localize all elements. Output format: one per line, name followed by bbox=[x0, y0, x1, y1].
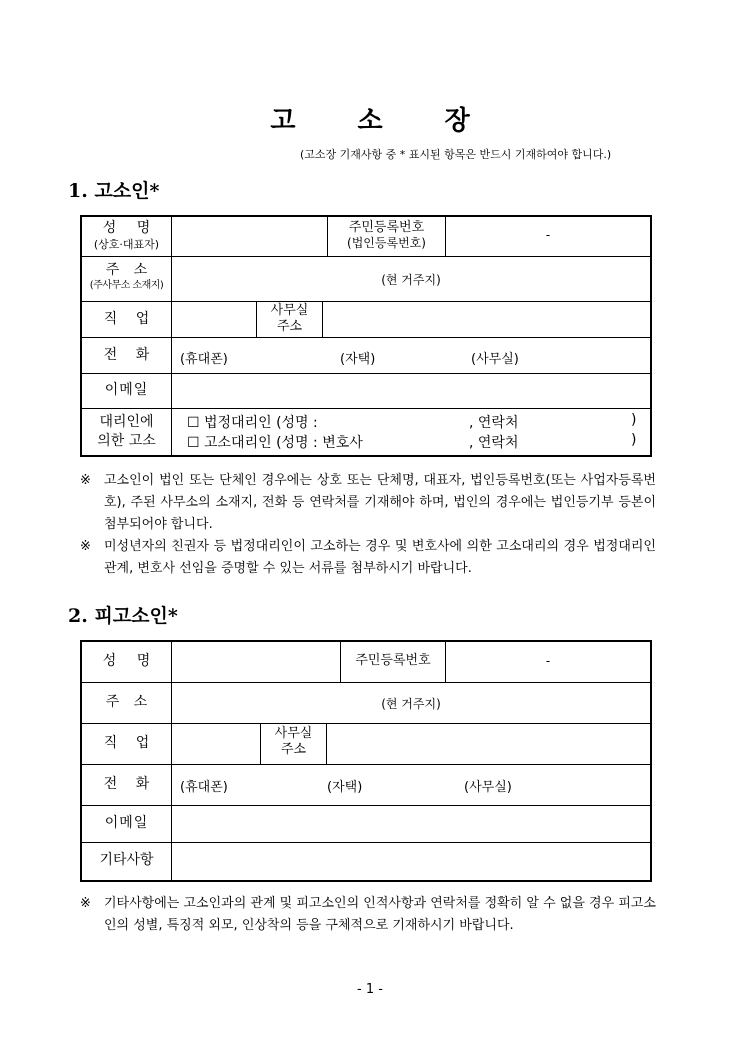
accused-form bbox=[80, 640, 652, 882]
document-title bbox=[0, 100, 740, 137]
job-field[interactable] bbox=[172, 301, 256, 337]
note-text: 미성년자의 친권자 등 법정대리인이 고소하는 경우 및 변호사에 의한 고소대리의 경우 법정대리인 관계, 변호사 선임을 증명할 수 있는 서류를 첨부하시기 바랍니다. bbox=[104, 539, 656, 576]
address-field[interactable]: (현 거주지) bbox=[381, 273, 441, 287]
phone-office-label[interactable]: (사무실) bbox=[471, 352, 519, 367]
agent-label-2: 의한 고소 bbox=[97, 433, 156, 449]
note-item bbox=[80, 470, 656, 536]
rrn-label: 주민등록번호 bbox=[348, 220, 425, 235]
accused-name-label: 성 명 bbox=[102, 653, 151, 669]
complainant-form bbox=[80, 215, 652, 457]
name-label-cell bbox=[82, 220, 171, 251]
accused-phone-label: 전 화 bbox=[103, 776, 150, 792]
office-address-label bbox=[257, 303, 322, 336]
attorney-agent-contact: , 연락처 bbox=[469, 435, 519, 451]
email-field[interactable] bbox=[172, 373, 650, 408]
accused-job-label: 직 업 bbox=[103, 735, 150, 751]
address-sublabel: (주사무소 소재지) bbox=[89, 279, 164, 291]
accused-rrn-field[interactable]: - bbox=[545, 654, 551, 668]
office-label-1: 사무실 bbox=[270, 303, 309, 318]
accused-address-field[interactable]: (현 거주지) bbox=[381, 697, 441, 711]
rrn-label-cell bbox=[328, 220, 445, 251]
accused-email-label: 이메일 bbox=[104, 815, 149, 831]
note-mark: ※ bbox=[80, 896, 91, 911]
accused-email-field[interactable] bbox=[172, 805, 650, 842]
accused-phone-office-label[interactable]: (사무실) bbox=[464, 780, 512, 795]
accused-office-label-1: 사무실 bbox=[274, 726, 313, 741]
name-label: 성 명 bbox=[102, 220, 151, 236]
section-complainant-heading: 1. 고소인* bbox=[68, 180, 160, 202]
office-label-2: 주소 bbox=[276, 319, 303, 335]
accused-office-address-label bbox=[261, 726, 326, 759]
name-sublabel: (상호·대표자) bbox=[93, 237, 160, 251]
job-label: 직 업 bbox=[103, 311, 150, 327]
accused-job-field[interactable] bbox=[172, 723, 260, 764]
note-mark: ※ bbox=[80, 539, 91, 554]
note-item bbox=[80, 893, 656, 937]
email-label: 이메일 bbox=[104, 382, 149, 398]
office-address-field[interactable] bbox=[323, 301, 650, 337]
page-number: - 1 - bbox=[357, 982, 383, 997]
accused-phone-home-label[interactable]: (자택) bbox=[327, 780, 363, 795]
phone-mobile-label[interactable]: (휴대폰) bbox=[180, 352, 228, 367]
note-text: 기타사항에는 고소인과의 관계 및 피고소인의 인적사항과 연락처를 정확히 알 수 없을 경우 피고소인의 성별, 특징적 외모, 인상착의 등을 구체적으로 기재하시기 바랍니다. bbox=[104, 896, 656, 933]
section-accused-heading: 2. 피고소인* bbox=[68, 605, 178, 627]
rrn-sublabel: (법인등록번호) bbox=[347, 236, 426, 251]
attorney-agent-close: ) bbox=[631, 432, 637, 448]
attorney-agent-checkbox[interactable]: ☐ 고소대리인 (성명 : 변호사 bbox=[187, 435, 363, 451]
accused-address-label: 주 소 bbox=[105, 694, 148, 710]
note-item bbox=[80, 536, 656, 580]
note-mark: ※ bbox=[80, 473, 91, 488]
title-char: 고 bbox=[270, 106, 296, 136]
title-char: 장 bbox=[444, 106, 470, 136]
accused-office-address-field[interactable] bbox=[327, 723, 650, 764]
phone-label: 전 화 bbox=[103, 347, 150, 363]
title-char: 소 bbox=[357, 106, 383, 136]
address-label-cell bbox=[82, 262, 171, 292]
accused-name-field[interactable] bbox=[172, 642, 340, 682]
accused-phone-mobile-label[interactable]: (휴대폰) bbox=[180, 780, 228, 795]
accused-rrn-label: 주민등록번호 bbox=[355, 653, 431, 668]
legal-agent-contact: , 연락처 bbox=[469, 415, 519, 431]
rrn-field[interactable]: - bbox=[545, 228, 551, 242]
address-label: 주 소 bbox=[105, 262, 148, 278]
agent-label-1: 대리인에 bbox=[99, 414, 154, 430]
legal-agent-checkbox[interactable]: ☐ 법정대리인 (성명 : bbox=[187, 415, 318, 431]
phone-home-label[interactable]: (자택) bbox=[340, 352, 376, 367]
accused-etc-field[interactable] bbox=[172, 842, 650, 880]
legal-agent-close: ) bbox=[631, 412, 637, 428]
accused-etc-label: 기타사항 bbox=[99, 852, 154, 868]
required-fields-note: (고소장 기재사항 중 * 표시된 항목은 반드시 기재하여야 합니다.) bbox=[300, 148, 612, 161]
note-text: 고소인이 법인 또는 단체인 경우에는 상호 또는 단체명, 대표자, 법인등록번호(또는 사업자등록번호), 주된 사무소의 소재지, 전화 등 연락처를 기재해야 하며, 법인의 경우에는 법인등기부 등본이 첨부되어야 합니다. bbox=[104, 473, 656, 532]
name-field[interactable] bbox=[172, 217, 327, 256]
agent-label bbox=[82, 413, 171, 451]
accused-office-label-2: 주소 bbox=[280, 742, 307, 758]
